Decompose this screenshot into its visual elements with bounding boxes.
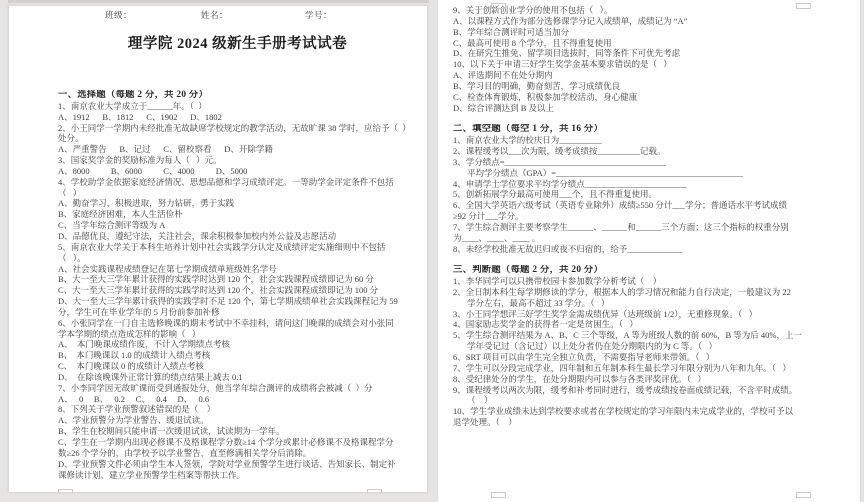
exam-line: 6、全国大学英语六级考试（英语专业除外）成绩≥550 分计___学分；普通话水平考试成绩 [453,200,788,211]
exam-line: 6、小张同学在一门自主选修晚课的期末考试中不幸挂科，请问这门晚课的成绩会对小张同 [58,317,394,328]
exam-line: 2、小王同学一学期内未经批准无故缺席学校规定的教学活动，无故旷课 38 学时，应给予（ ） [58,122,411,133]
exam-line: B、学习目的明确，勤奋刻苦，学习成绩优良 [453,80,621,91]
exam-line: A、评选期间不在处分期内 [453,70,553,81]
section-heading: 一、选择题（每题 2 分，共 20 分） [58,90,209,100]
exam-line: 1、李华同学可以只携带校园卡参加数学分析考试（ ） [453,276,662,287]
exam-line: D、大一至大三学年累计获得的实践学时不足 120 个，第七学期成绩单社会实践课程记为 59 [58,296,398,307]
exam-line: 4、国家励志奖学金的获得者一定是贫困生。（ ） [453,319,638,330]
exam-line: 平均学分绩点（GPA）=____________________________________________ [467,167,744,178]
exam-line: 学本学期的绩点造成怎样的影响（ ） [58,328,201,339]
exam-page-2 [437,0,861,502]
exam-line: A、勤奋学习，积极进取，努力钻研，勇于实践 [58,198,235,209]
exam-line: 10、学生学业成绩未达到学校要求或者在学校规定的学习年限内未完成学业的，学校可予以 [453,406,794,417]
crop-mark [491,3,506,9]
exam-line: B、大一至大三学年累计获得的实践学时达到 120 个，社会实践课程成绩即记为 60 分 [58,274,374,285]
section-heading: 二、填空题（每空 1 分，共 16 分） [453,124,604,135]
exam-line: D、品德优良，遵纪守法，关注社会，课余积极参加校内外公益及志愿活动 [58,230,337,241]
exam-line: C、检查体育锻炼，积极参加学校活动，身心健康 [453,91,638,102]
exam-line: 1、南京农业大学的校庆日为__________ [453,135,602,146]
exam-line: 9、关于创新创业学分的使用不包括（ ）。 [453,5,613,15]
exam-line: D、在研究生推免、留学项目选拔时，同等条件下可优先考虑 [453,48,681,59]
crop-mark [796,3,811,9]
exam-line: 退学处理。（ ） [453,417,517,428]
exam-line: 2、课程缓考以___次为限，缓考成绩按__________记载。 [453,145,666,156]
exam-line: C、学生在一学期内出现必修课不及格课程学分数≥14 个学分或累计必修课不及格课程学分 [58,437,394,447]
exam-line: 4、申请学士学位要求平均学分绩点________________________ [453,178,687,189]
exam-line: 学分左右，最高不超过 33 学分。（ ） [467,297,610,308]
exam-line: C、最高可使用 8 个学分，且不得重复使用 [453,37,612,48]
exam-line: 10、以下关于申请三好学生奖学金基本要求错误的是（ ） [453,59,672,70]
exam-line: D、学业预警文件必须由学生本人签领，学院对学业预警学生进行谈话、告知家长、制定补 [58,458,396,469]
exam-line: B、 本门晚课以 1.0 的成绩计入绩点考核 [58,350,211,361]
page-top-edge [8,0,429,3]
exam-line: B、学年综合测评时可适当加分 [453,26,570,37]
exam-line: D、综合评测达到 B 及以上 [453,102,555,113]
exam-line: C、当学年综合测评等级为 A [58,220,166,231]
exam-line: 分，学生可在毕业学年的 5 月份前参加补修 [58,306,220,317]
exam-line: 2、全日制本科生每学期修读的学分，根据本人的学习情况和能力自行决定，一般建议为 22 [453,286,791,297]
exam-line: 8、受纪律处分的学生，在处分期限内可以参与各类评奖评优。（ ） [453,373,706,384]
exam-line: 处分。 [58,133,84,144]
exam-line: A、以课程方式作为部分选修课学分记入成绩单，成绩记为 “A” [453,15,688,26]
exam-line: A、严重警告 B、记过 C、留校察看 D、开除学籍 [58,144,273,155]
crop-mark [491,492,506,498]
exam-line: 3、国家奖学金的奖励标准为每人（ ）元。 [58,155,222,166]
exam-line: 5、南京农业大学关于本科生培养计划中社会实践学分认定及成绩评定实施细则中不包括 [58,241,386,252]
exam-line: 3、学分绩点=______________________________________ [453,156,667,167]
class-field-label: 班级： [105,10,133,20]
exam-line: B、学生在校期间只能申请一次缓退试读，试读期为一学年。 [58,426,285,437]
exam-title: 理学院 2024 级新生手册考试试卷 [127,36,348,52]
exam-line: 为____、____、____ 。 [453,232,541,243]
exam-line: 4、学校助学金依据家庭经济情况、思想品德和学习成绩评定。一等助学金评定条件不包括 [58,176,394,187]
exam-line: 课修读计划、建立学业预警学生档案等帮扶工作。 [58,469,246,480]
exam-page-1 [8,5,428,493]
student-id-field-label: 学号： [305,10,333,20]
page-2-content [453,5,856,428]
exam-line: A、社会实践课程成绩登记在第七学期成绩单班级姓名学号 [58,263,277,274]
exam-line: 6、SRT 项目可以由学生完全独立负责，不需要指导老师来带领。（ ） [453,352,715,362]
exam-line: A、学业预警分为学业警告、缓退试读。 [58,415,209,426]
exam-line: 8、未经学校批准无故迟归或夜不归宿的，给予_____________ [453,243,683,254]
exam-line: （ ） [58,187,82,198]
exam-line: C、大一至大三学年累计获得的实践学时达到 120 个，社会实践课程成绩即记为 100 分 [58,285,379,296]
exam-line: A、 0 B、 0.2 C、 0.4 D、 0.6 [58,393,210,404]
exam-line: ≥92 分计___学分。 [453,211,524,222]
crop-mark [367,489,382,493]
crop-mark [58,489,73,493]
exam-line: A、1912 B、1812 C、1902 D、1802 [58,111,222,122]
exam-line: 数≥26 个学分的，由学校予以学业警告，直至修满相关学分后消除。 [58,447,312,458]
crop-mark [796,492,811,498]
exam-line: 7、学生可以分段完成学业，四年制和五年制本科生最长学习年限分别为八年和九年。（ ） [453,362,791,373]
exam-line: 3、小王同学想评三好学生奖学金需成绩优异（达班级前 1/2），无重修现象。（ ） [453,308,758,319]
exam-line: 8、下列关于学业预警叙述错误的是（ ） [58,404,216,415]
exam-line [453,113,856,124]
exam-line: 9、课程缓考以两次为限，缓考和补考同时进行，缓考成绩按卷面成绩记载，不含平时成绩。 [453,384,798,395]
exam-line: B、家庭经济困难，本人生活俭朴 [58,209,183,220]
exam-line: D、 在除该晚课外正常计算的绩点结果上减去 0.1 [58,371,243,382]
exam-line: 学年受记过（含记过）以上处分者仍在处分期限内的为 C 等。（ ） [467,341,718,352]
exam-line: A、8000 B、6000 C、4000 D、5000 [58,165,248,176]
exam-line: C、 本门晚课以 0 的成绩计入绩点考核 [58,361,204,372]
exam-line: 1、南京农业大学成立于______年。（ ） [58,100,207,111]
exam-line [453,254,856,265]
name-field-label: 姓名： [201,10,229,20]
exam-line: A、 本门晚课成绩作废，不计入学期绩点考核 [58,339,230,350]
exam-line: （ ）。 [58,252,86,263]
exam-line: （ ） [467,395,493,406]
exam-line: 5、学生综合测评结果为 A、B、C 三个等级，A 等为班级人数的前 60%，B 等为后 40%，上一 [453,330,802,341]
exam-line: 5、创新拓展学分最高可使用___个，且不得重复使用。 [453,189,658,200]
exam-line: 7、学生综合测评主要考察学生______、______和______三个方面；这三个指标的权重分别 [453,221,789,232]
section-heading: 三、判断题（每题 2 分，共 20 分） [453,265,604,276]
exam-line: 7、小李同学因无故旷课而受到通报处分，他当学年综合测评的成绩将会被减（ ）分 [58,382,373,393]
page-header [9,9,427,23]
page-1-content [58,90,419,480]
